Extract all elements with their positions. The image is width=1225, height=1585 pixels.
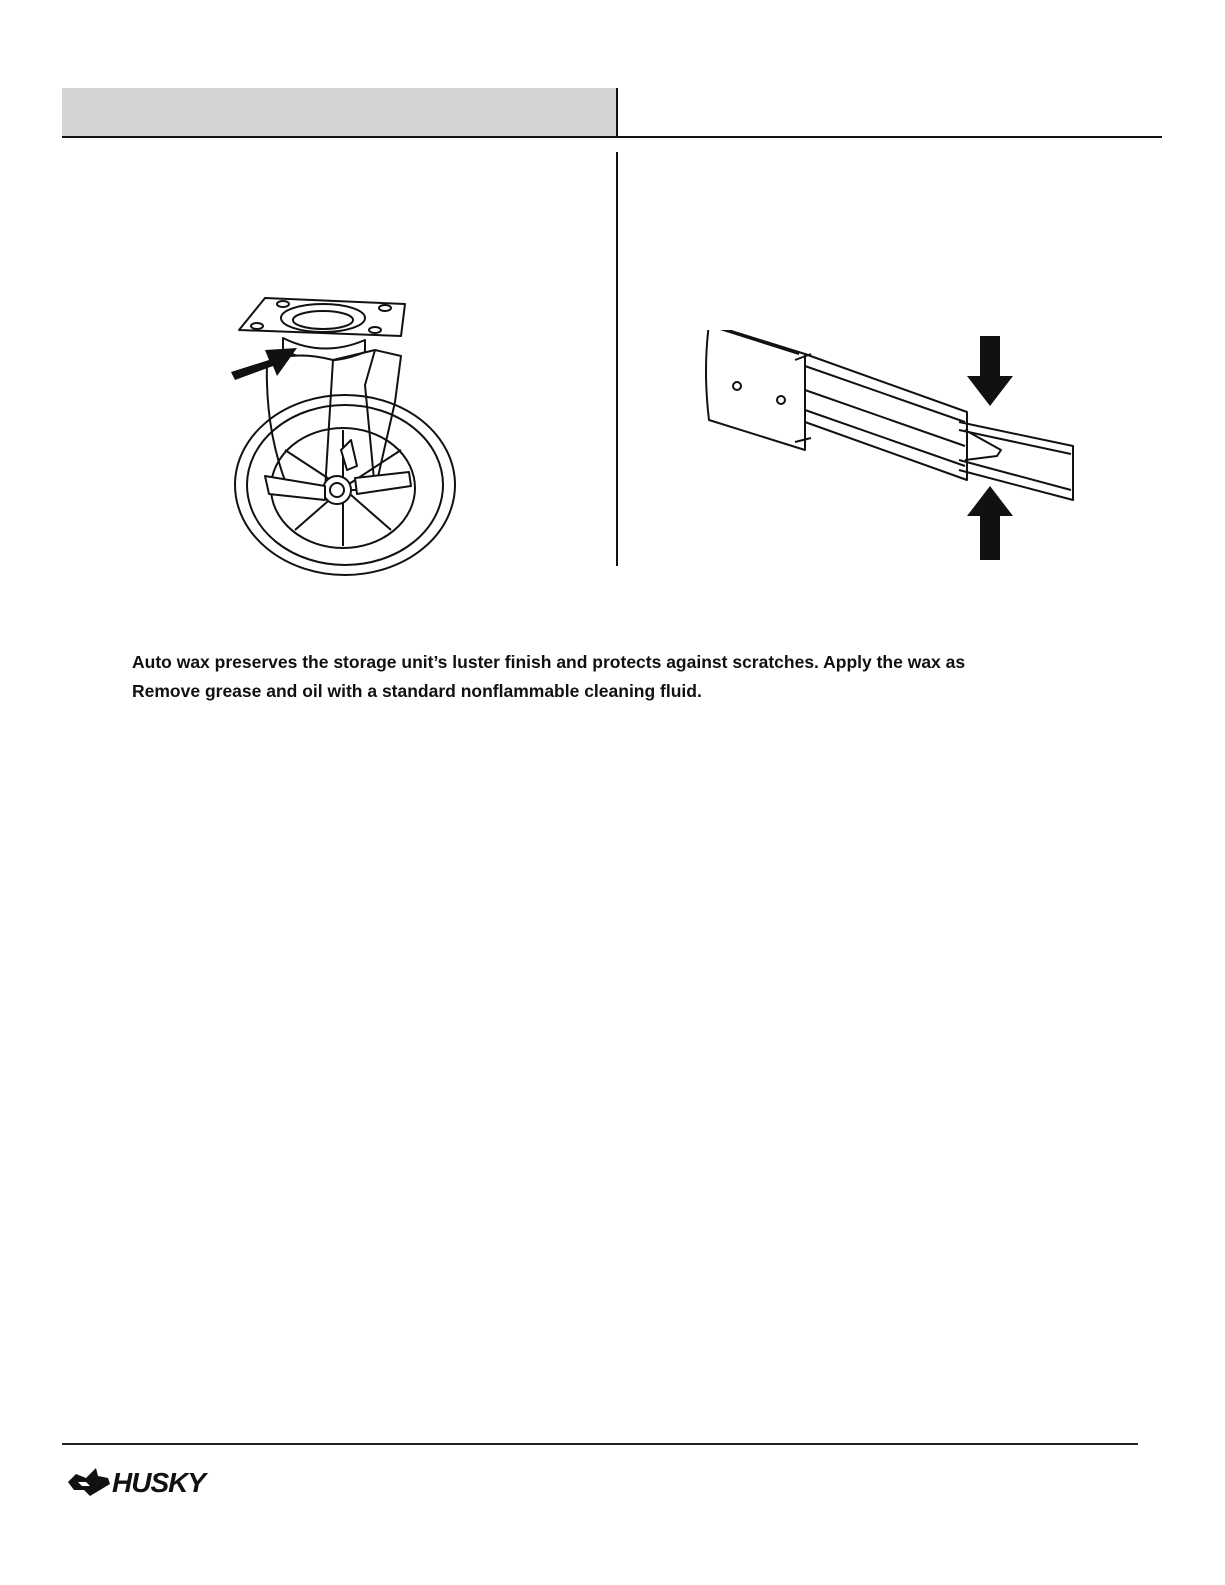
husky-logo <box>66 1460 236 1500</box>
caster-wheel-icon <box>225 290 465 580</box>
footer-rule <box>62 1443 1138 1445</box>
drawer-slide-icon <box>695 330 1085 565</box>
header-divider <box>616 88 618 138</box>
instruction-line-wax: Auto wax preserves the storage unit’s luster finish and protects against scratches. Apply the wax as <box>132 652 966 672</box>
section-header-shade <box>62 88 617 138</box>
column-divider <box>616 152 618 566</box>
care-instructions <box>132 648 1132 706</box>
instruction-line-grease: Remove grease and oil with a standard nonflammable cleaning fluid. <box>132 681 702 701</box>
brand-wordmark: HUSKY <box>112 1467 206 1498</box>
header-rule <box>62 136 1162 138</box>
